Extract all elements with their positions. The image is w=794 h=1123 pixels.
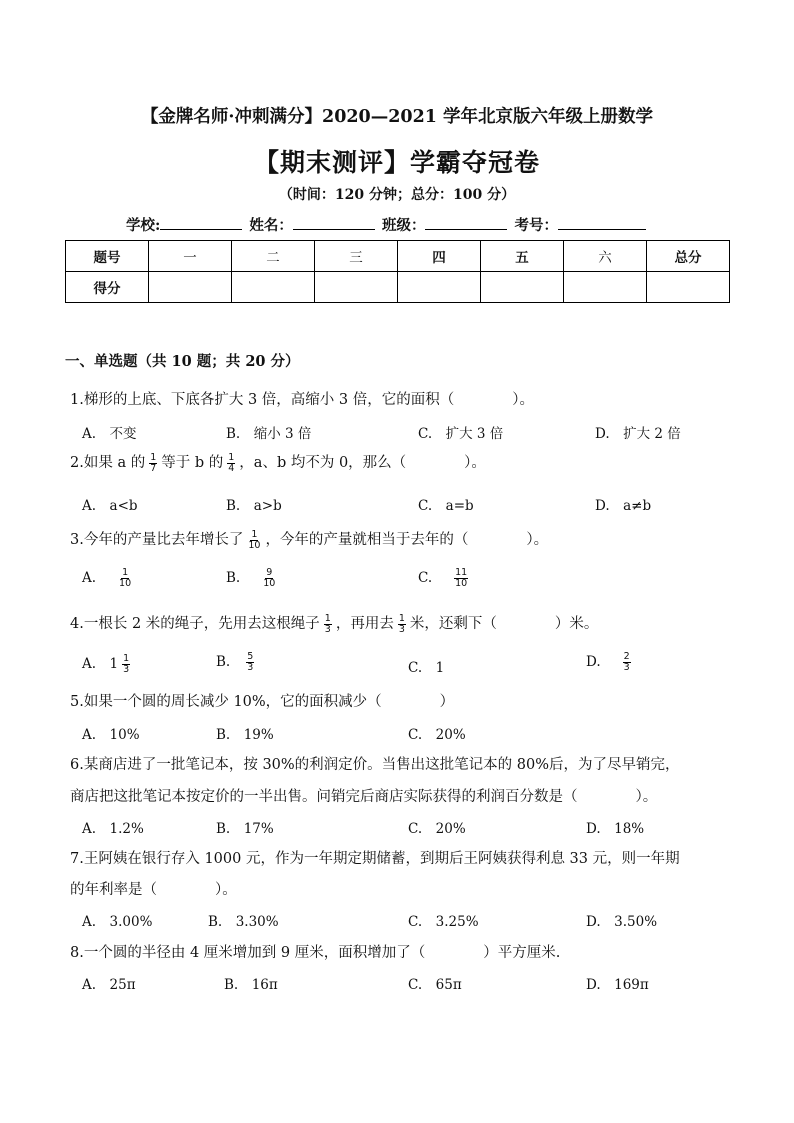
score-cell[interactable] — [232, 272, 315, 303]
option-letter: D. — [586, 654, 601, 670]
q2-text-part: ，a、b 均不为 0，那么（ ）。 — [239, 455, 486, 471]
fraction-numerator: 2 — [623, 651, 630, 662]
q1-option-d[interactable]: D. 扩大 2 倍 — [595, 426, 681, 442]
fraction-denominator: 3 — [247, 662, 254, 673]
name-field[interactable] — [293, 215, 375, 230]
fraction-denominator: 10 — [455, 578, 468, 589]
exam-number-label: 考号： — [514, 217, 559, 234]
school-field[interactable] — [160, 215, 242, 230]
fraction-numerator: 1 — [122, 567, 129, 578]
question-1-text: 1.梯形的上底、下底各扩大 3 倍，高缩小 3 倍，它的面积（ ）。 — [70, 392, 534, 408]
option-letter: A. — [82, 570, 97, 586]
option-letter: C. — [418, 570, 433, 586]
q3-option-c[interactable] — [418, 568, 472, 589]
q6-option-b[interactable]: B. 17% — [216, 821, 274, 837]
fraction-denominator: 3 — [398, 623, 405, 635]
fraction-numerator: 1 — [228, 451, 235, 463]
table-header-cell: 总分 — [647, 241, 730, 272]
q1-option-c[interactable]: C. 扩大 3 倍 — [418, 426, 504, 442]
question-5-text: 5.如果一个圆的周长减少 10%，它的面积减少（ ） — [70, 694, 455, 710]
q6-option-d[interactable]: D. 18% — [586, 821, 645, 837]
fraction-denominator: 10 — [119, 578, 132, 589]
q8-option-a[interactable]: A. 25π — [82, 977, 136, 993]
name-label: 姓名： — [249, 217, 293, 234]
q4-option-b[interactable] — [216, 652, 258, 673]
q7-option-d[interactable]: D. 3.50% — [586, 914, 658, 930]
fraction — [324, 614, 332, 635]
school-label: 学校: — [126, 217, 161, 234]
exam-time-score: （时间：120 分钟；总分：100 分） — [278, 187, 516, 203]
fraction — [118, 568, 132, 589]
student-info-line — [126, 214, 648, 235]
score-cell[interactable] — [398, 272, 481, 303]
q8-option-c[interactable]: C. 65π — [408, 977, 462, 993]
table-header-cell: 三 — [315, 241, 398, 272]
section-heading: 一、单选题（共 10 题；共 20 分） — [65, 353, 300, 370]
fraction — [246, 652, 254, 673]
fraction-denominator: 10 — [263, 578, 276, 589]
fraction — [454, 568, 468, 589]
table-header-cell: 题号 — [66, 241, 149, 272]
fraction — [122, 654, 130, 675]
class-field[interactable] — [425, 215, 507, 230]
score-table-header-row — [66, 241, 730, 272]
q4-text-part: ，再用去 — [335, 616, 394, 632]
question-8-text: 8.一个圆的半径由 4 厘米增加到 9 厘米，面积增加了（ ）平方厘米. — [70, 945, 561, 961]
exam-series-title: 【金牌名师·冲刺满分】2020—2021 学年北京版六年级上册数学 — [140, 107, 654, 127]
option-letter: B. — [226, 570, 241, 586]
q3-option-a[interactable] — [82, 568, 136, 589]
q5-option-c[interactable]: C. 20% — [408, 727, 466, 743]
q8-option-d[interactable]: D. 169π — [586, 977, 649, 993]
fraction-numerator: 5 — [247, 651, 254, 662]
table-header-cell: 二 — [232, 241, 315, 272]
option-letter: B. — [216, 654, 231, 670]
fraction-numerator: 1 — [398, 612, 405, 624]
fraction-denominator: 3 — [324, 623, 331, 635]
q7-option-b[interactable]: B. 3.30% — [208, 914, 279, 930]
table-header-cell: 六 — [564, 241, 647, 272]
q4-text-part: 4.一根长 2 米的绳子，先用去这根绳子 — [70, 616, 320, 632]
fraction — [623, 652, 631, 673]
exam-title: 【期末测评】学霸夺冠卷 — [253, 148, 540, 177]
q3-text-part: 3.今年的产量比去年增长了 — [70, 532, 244, 548]
fraction-denominator: 3 — [123, 664, 130, 675]
fraction — [227, 453, 235, 474]
q4-text-part: 米，还剩下（ ）米。 — [409, 616, 599, 632]
table-header-cell: 四 — [398, 241, 481, 272]
fraction-numerator: 1 — [150, 451, 157, 463]
question-6-line-1: 6.某商店进了一批笔记本，按 30%的利润定价。当售出这批笔记本的 80%后，为了尽早销完， — [70, 757, 680, 773]
fraction-denominator: 10 — [248, 539, 261, 551]
table-header-cell: 一 — [149, 241, 232, 272]
q5-option-a[interactable]: A. 10% — [82, 727, 140, 743]
q3-text-part: ，今年的产量就相当于去年的（ ）。 — [265, 532, 549, 548]
q5-option-b[interactable]: B. 19% — [216, 727, 274, 743]
score-row-label: 得分 — [66, 272, 149, 303]
q3-option-b[interactable] — [226, 568, 280, 589]
fraction-numerator: 9 — [266, 567, 273, 578]
question-2-text — [70, 451, 486, 474]
q2-option-c[interactable]: C. a=b — [418, 498, 474, 514]
exam-number-field[interactable] — [558, 215, 646, 230]
score-cell[interactable] — [564, 272, 647, 303]
fraction — [247, 530, 261, 551]
q7-option-a[interactable]: A. 3.00% — [82, 914, 153, 930]
score-table — [65, 240, 730, 303]
fraction-denominator: 4 — [228, 462, 235, 474]
fraction-numerator: 1 — [251, 528, 258, 540]
score-cell[interactable] — [315, 272, 398, 303]
question-7-line-1: 7.王阿姨在银行存入 1000 元，作为一年期定期储蓄，到期后王阿姨获得利息 33 元，则一年期 — [70, 851, 680, 867]
question-3-text — [70, 528, 548, 551]
q2-text-part: 2.如果 a 的 — [70, 455, 146, 471]
fraction-numerator: 1 — [123, 653, 130, 664]
option-letter: A. 1 — [82, 656, 119, 672]
score-cell[interactable] — [481, 272, 564, 303]
q6-option-c[interactable]: C. 20% — [408, 821, 466, 837]
question-7-line-2: 的年利率是（ ）。 — [70, 882, 237, 898]
fraction-denominator: 3 — [623, 662, 630, 673]
fraction-numerator: 1 — [324, 612, 331, 624]
fraction — [262, 568, 276, 589]
fraction — [398, 614, 406, 635]
q4-option-d[interactable] — [586, 652, 635, 673]
q2-option-d[interactable]: D. a≠b — [595, 498, 652, 514]
q8-option-b[interactable]: B. 16π — [224, 977, 278, 993]
q4-option-a[interactable] — [82, 652, 134, 675]
score-cell[interactable] — [647, 272, 730, 303]
question-4-text — [70, 612, 598, 635]
class-label: 班级： — [381, 217, 426, 234]
q4-option-c[interactable]: C. 1 — [408, 660, 445, 676]
score-cell[interactable] — [149, 272, 232, 303]
table-header-cell: 五 — [481, 241, 564, 272]
score-table-score-row — [66, 272, 730, 303]
question-6-line-2: 商店把这批笔记本按定价的一半出售。问销完后商店实际获得的利润百分数是（ ）。 — [70, 789, 658, 805]
q2-text-part: 等于 b 的 — [161, 455, 224, 471]
q1-option-a[interactable]: A. 不变 — [82, 426, 137, 442]
fraction — [149, 453, 157, 474]
q2-option-b[interactable]: B. a>b — [226, 498, 282, 514]
fraction-numerator: 11 — [455, 567, 468, 578]
q1-option-b[interactable]: B. 缩小 3 倍 — [226, 426, 312, 442]
q2-option-a[interactable]: A. a<b — [82, 498, 138, 514]
q6-option-a[interactable]: A. 1.2% — [82, 821, 144, 837]
fraction-denominator: 7 — [150, 462, 157, 474]
q7-option-c[interactable]: C. 3.25% — [408, 914, 479, 930]
